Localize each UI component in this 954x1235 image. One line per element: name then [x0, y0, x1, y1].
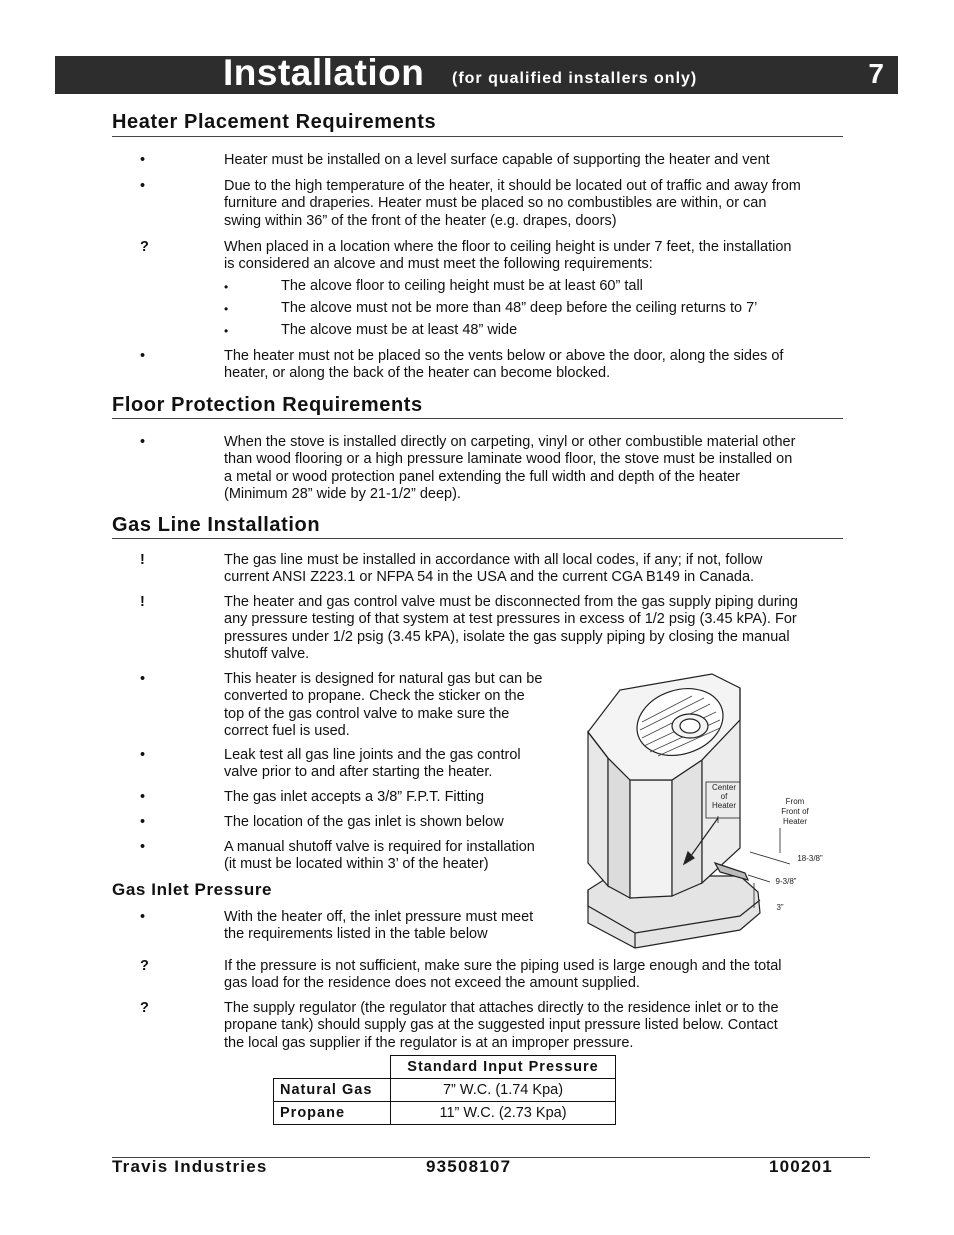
list-item: [224, 152, 770, 169]
section-rule: [112, 418, 843, 419]
diagram-label-center-1: Center: [711, 783, 737, 792]
diagram-dim-9: 9-3/8”: [775, 877, 797, 886]
list-item: [224, 594, 798, 664]
bullet-marker: •: [140, 789, 146, 805]
list-item-text: Heater must be installed on a level surface capable of supporting the heater and vent: [224, 152, 770, 168]
list-item: [224, 958, 782, 993]
list-item-line: furniture and draperies. Heater must be placed so no combustibles are within, or can: [224, 195, 767, 212]
pressure-table: [273, 1055, 616, 1125]
list-item-line: With the heater off, the inlet pressure must meet: [224, 909, 534, 925]
bullet-marker: •: [140, 814, 146, 830]
table-row: [274, 1102, 616, 1125]
list-item: [224, 348, 783, 383]
list-item: The location of the gas inlet is shown below: [224, 814, 504, 830]
list-item-line: The heater must not be placed so the vents below or above the door, along the sides of: [224, 348, 784, 364]
table-cell-pressure: 7” W.C. (1.74 Kpa): [391, 1079, 616, 1102]
list-item: [224, 747, 521, 782]
question-marker: ?: [140, 1000, 149, 1016]
section-title-gas-line: Gas Line Installation: [112, 514, 321, 536]
list-item-line: Due to the high temperature of the heater, it should be located out of traffic and away from: [224, 178, 801, 194]
list-item-line: The gas line must be installed in accordance with all local codes, if any; if not, follow: [224, 552, 763, 568]
list-item-line: converted to propane. Check the sticker on the: [224, 688, 525, 705]
bullet-marker: •: [140, 747, 146, 763]
sub-bullet-marker: •: [224, 302, 229, 316]
list-item-line: A manual shutoff valve is required for installation: [224, 839, 535, 855]
list-item-line: is considered an alcove and must meet the following requirements:: [224, 256, 653, 273]
list-item-line: pressures under 1/2 psig (3.45 kPA), isolate the gas supply piping by closing the manual: [224, 628, 790, 645]
list-item: [224, 909, 533, 944]
list-item-line: Leak test all gas line joints and the gas control: [224, 747, 521, 763]
question-marker: ?: [140, 239, 149, 255]
list-item: [224, 434, 795, 504]
list-item-line: propane tank) should supply gas at the suggested input pressure listed below. Contact: [224, 1017, 778, 1034]
list-item-line: The heater and gas control valve must be disconnected from the gas supply piping during: [224, 594, 798, 610]
section-title-floor-protection: Floor Protection Requirements: [112, 394, 423, 416]
warning-marker: !: [140, 552, 145, 568]
list-item-line: When placed in a location where the floor to ceiling height is under 7 feet, the installation: [224, 239, 792, 255]
sub-list-item: The alcove must not be more than 48” deep before the ceiling returns to 7’: [281, 300, 758, 316]
sub-list-item: The alcove must be at least 48” wide: [281, 322, 518, 338]
bullet-marker: •: [140, 434, 146, 450]
list-item-line: heater, or along the back of the heater can become blocked.: [224, 365, 611, 382]
table-cell-fuel: Natural Gas: [274, 1079, 391, 1102]
diagram-label-front-3: Heater: [782, 817, 808, 826]
diagram-label-front-2: Front of: [781, 807, 809, 816]
list-item: [224, 671, 542, 741]
table-row: [274, 1079, 616, 1102]
list-item-line: than wood flooring or a high pressure laminate wood floor, the stove must be installed on: [224, 451, 793, 468]
footer-part-number: 93508107: [426, 1157, 512, 1176]
list-item: [224, 1000, 779, 1052]
list-item-line: This heater is designed for natural gas but can be: [224, 671, 543, 687]
page-title: Installation: [223, 52, 425, 93]
bullet-marker: •: [140, 839, 146, 855]
question-marker: ?: [140, 958, 149, 974]
diagram-label-center-2: of: [720, 792, 728, 801]
bullet-marker: •: [140, 671, 146, 687]
list-item-line: the local gas supplier if the regulator is at an improper pressure.: [224, 1034, 634, 1051]
list-item-line: swing within 36” of the front of the heater (e.g. drapes, doors): [224, 212, 617, 229]
list-item-line: The supply regulator (the regulator that attaches directly to the residence inlet or to the: [224, 1000, 779, 1016]
sub-bullet-marker: •: [224, 280, 229, 294]
subsection-title-gas-inlet-pressure: Gas Inlet Pressure: [112, 880, 273, 899]
header-bar: [55, 52, 898, 94]
bullet-marker: •: [140, 909, 146, 925]
list-item-line: If the pressure is not sufficient, make sure the piping used is large enough and the total: [224, 958, 782, 974]
page-subtitle: (for qualified installers only): [452, 70, 698, 87]
diagram-label-center-3: Heater: [711, 801, 737, 810]
diagram-label-front-1: From: [785, 797, 805, 806]
footer-company: Travis Industries: [112, 1157, 268, 1176]
table-header: Standard Input Pressure: [391, 1056, 616, 1079]
list-item-line: top of the gas control valve to make sure the: [224, 705, 510, 722]
list-item-line: When the stove is installed directly on carpeting, vinyl or other combustible material other: [224, 434, 796, 450]
list-item-line: (Minimum 28” wide by 21-1/2” deep).: [224, 486, 461, 503]
list-item-line: a metal or wood protection panel extending the full width and depth of the heater: [224, 468, 740, 485]
section-title-heater-placement: Heater Placement Requirements: [112, 111, 437, 133]
warning-marker: !: [140, 594, 145, 610]
bullet-marker: •: [140, 152, 146, 168]
sub-list-item: The alcove floor to ceiling height must be at least 60” tall: [281, 278, 643, 294]
table-corner: [274, 1056, 391, 1079]
section-rule: [112, 136, 843, 137]
footer-date: 100201: [769, 1157, 833, 1176]
diagram-dim-3: 3”: [776, 903, 784, 912]
heater-gas-inlet-diagram: [580, 668, 840, 953]
list-item-line: the requirements listed in the table below: [224, 926, 488, 943]
list-item-line: (it must be located within 3’ of the heater): [224, 856, 489, 873]
list-item: [224, 839, 535, 874]
list-item-line: correct fuel is used.: [224, 723, 350, 740]
bullet-marker: •: [140, 348, 146, 364]
page-number: 7: [868, 58, 884, 89]
list-item-line: gas load for the residence does not exceed the amount supplied.: [224, 975, 640, 992]
table-cell-fuel: Propane: [274, 1102, 391, 1125]
list-item-line: shutoff valve.: [224, 646, 310, 663]
list-item: [224, 552, 762, 587]
list-item: [224, 178, 801, 230]
table-cell-pressure: 11” W.C. (2.73 Kpa): [391, 1102, 616, 1125]
table-header-row: [274, 1056, 616, 1079]
diagram-dim-18: 18-3/8”: [797, 854, 823, 863]
bullet-marker: •: [140, 178, 146, 194]
list-item-line: valve prior to and after starting the heater.: [224, 764, 493, 781]
list-item: [224, 239, 791, 274]
sub-bullet-marker: •: [224, 324, 229, 338]
list-item-line: current ANSI Z223.1 or NFPA 54 in the USA and the current CGA B149 in Canada.: [224, 569, 755, 586]
list-item-line: any pressure testing of that system at test pressures in excess of 1/2 psig (3.45 kPA). For: [224, 611, 797, 628]
section-rule: [112, 538, 843, 539]
list-item: The gas inlet accepts a 3/8” F.P.T. Fitting: [224, 789, 485, 805]
